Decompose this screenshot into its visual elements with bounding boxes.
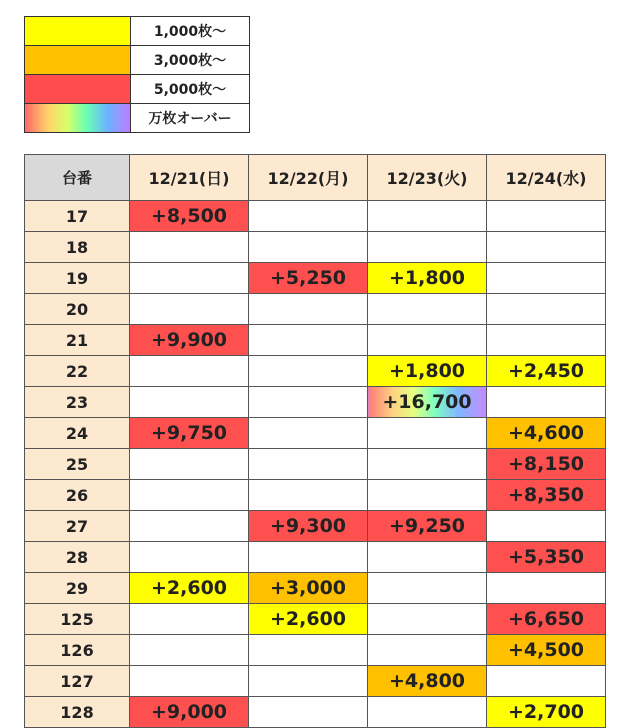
- result-cell: +4,500: [487, 635, 606, 666]
- result-cell: [130, 635, 249, 666]
- legend-label: 1,000枚～: [131, 17, 250, 46]
- result-cell: +4,800: [368, 666, 487, 697]
- machine-number-cell: 17: [25, 201, 130, 232]
- result-cell: [368, 604, 487, 635]
- result-cell: [368, 201, 487, 232]
- result-cell: +9,000: [130, 697, 249, 728]
- header-date-2: 12/22(月): [249, 155, 368, 201]
- result-cell: [368, 325, 487, 356]
- result-cell: [249, 666, 368, 697]
- table-row: [25, 201, 606, 232]
- machine-number-cell: 20: [25, 294, 130, 325]
- header-date-1: 12/21(日): [130, 155, 249, 201]
- result-cell: [130, 387, 249, 418]
- result-cell: +8,150: [487, 449, 606, 480]
- result-cell: [130, 294, 249, 325]
- result-cell: +16,700: [368, 387, 487, 418]
- machine-number-cell: 127: [25, 666, 130, 697]
- result-cell: +4,600: [487, 418, 606, 449]
- result-cell: [368, 542, 487, 573]
- legend-swatch: [25, 104, 131, 133]
- result-cell: +9,900: [130, 325, 249, 356]
- result-cell: [368, 232, 487, 263]
- result-cell: [487, 573, 606, 604]
- table-row: [25, 263, 606, 294]
- table-row: [25, 573, 606, 604]
- table-row: [25, 325, 606, 356]
- result-cell: [130, 356, 249, 387]
- result-cell: [487, 666, 606, 697]
- table-row: [25, 635, 606, 666]
- result-cell: [487, 232, 606, 263]
- result-cell: [368, 480, 487, 511]
- result-cell: [368, 573, 487, 604]
- result-cell: [368, 294, 487, 325]
- result-cell: +5,350: [487, 542, 606, 573]
- result-cell: [368, 449, 487, 480]
- result-cell: +6,650: [487, 604, 606, 635]
- table-row: [25, 542, 606, 573]
- result-cell: [368, 418, 487, 449]
- result-cell: [249, 697, 368, 728]
- result-cell: +2,450: [487, 356, 606, 387]
- results-table: [24, 154, 606, 728]
- table-row: [25, 697, 606, 728]
- result-cell: +8,500: [130, 201, 249, 232]
- result-cell: [487, 263, 606, 294]
- result-cell: [249, 356, 368, 387]
- result-cell: [130, 542, 249, 573]
- result-cell: [487, 201, 606, 232]
- result-cell: [249, 542, 368, 573]
- machine-number-cell: 23: [25, 387, 130, 418]
- result-cell: [249, 232, 368, 263]
- machine-number-cell: 29: [25, 573, 130, 604]
- machine-number-cell: 26: [25, 480, 130, 511]
- machine-number-cell: 125: [25, 604, 130, 635]
- result-cell: [130, 604, 249, 635]
- table-row: [25, 511, 606, 542]
- result-cell: +1,800: [368, 263, 487, 294]
- header-machine-number: 台番: [25, 155, 130, 201]
- result-cell: +9,250: [368, 511, 487, 542]
- header-date-4: 12/24(水): [487, 155, 606, 201]
- legend-swatch: [25, 75, 131, 104]
- machine-number-cell: 18: [25, 232, 130, 263]
- result-cell: [130, 511, 249, 542]
- table-row: [25, 387, 606, 418]
- machine-number-cell: 24: [25, 418, 130, 449]
- table-row: [25, 356, 606, 387]
- result-cell: +2,700: [487, 697, 606, 728]
- result-cell: [249, 418, 368, 449]
- result-cell: +5,250: [249, 263, 368, 294]
- table-row: [25, 418, 606, 449]
- result-cell: [249, 325, 368, 356]
- result-cell: [249, 480, 368, 511]
- result-cell: [487, 387, 606, 418]
- legend-row: [25, 46, 250, 75]
- result-cell: +2,600: [130, 573, 249, 604]
- result-cell: [487, 511, 606, 542]
- result-cell: [368, 635, 487, 666]
- legend-row: [25, 104, 250, 133]
- table-row: [25, 232, 606, 263]
- result-cell: [249, 294, 368, 325]
- legend-label: 5,000枚～: [131, 75, 250, 104]
- table-header-row: [25, 155, 606, 201]
- result-cell: [368, 697, 487, 728]
- legend-swatch: [25, 46, 131, 75]
- result-cell: [130, 263, 249, 294]
- result-cell: +9,300: [249, 511, 368, 542]
- result-cell: +3,000: [249, 573, 368, 604]
- machine-number-cell: 19: [25, 263, 130, 294]
- result-cell: [249, 201, 368, 232]
- result-cell: [130, 449, 249, 480]
- result-cell: [249, 635, 368, 666]
- legend-row: [25, 75, 250, 104]
- result-cell: +1,800: [368, 356, 487, 387]
- table-row: [25, 604, 606, 635]
- result-cell: [130, 232, 249, 263]
- machine-number-cell: 25: [25, 449, 130, 480]
- legend-row: [25, 17, 250, 46]
- table-row: [25, 666, 606, 697]
- table-row: [25, 294, 606, 325]
- machine-number-cell: 126: [25, 635, 130, 666]
- result-cell: [487, 325, 606, 356]
- machine-number-cell: 128: [25, 697, 130, 728]
- table-row: [25, 449, 606, 480]
- legend-label: 3,000枚～: [131, 46, 250, 75]
- result-cell: [249, 449, 368, 480]
- result-cell: [487, 294, 606, 325]
- result-cell: [130, 666, 249, 697]
- legend-label: 万枚オーバー: [131, 104, 250, 133]
- machine-number-cell: 21: [25, 325, 130, 356]
- result-cell: +9,750: [130, 418, 249, 449]
- result-cell: +8,350: [487, 480, 606, 511]
- machine-number-cell: 27: [25, 511, 130, 542]
- result-cell: [130, 480, 249, 511]
- table-row: [25, 480, 606, 511]
- machine-number-cell: 22: [25, 356, 130, 387]
- machine-number-cell: 28: [25, 542, 130, 573]
- color-legend: [24, 16, 250, 133]
- result-cell: +2,600: [249, 604, 368, 635]
- header-date-3: 12/23(火): [368, 155, 487, 201]
- legend-swatch: [25, 17, 131, 46]
- result-cell: [249, 387, 368, 418]
